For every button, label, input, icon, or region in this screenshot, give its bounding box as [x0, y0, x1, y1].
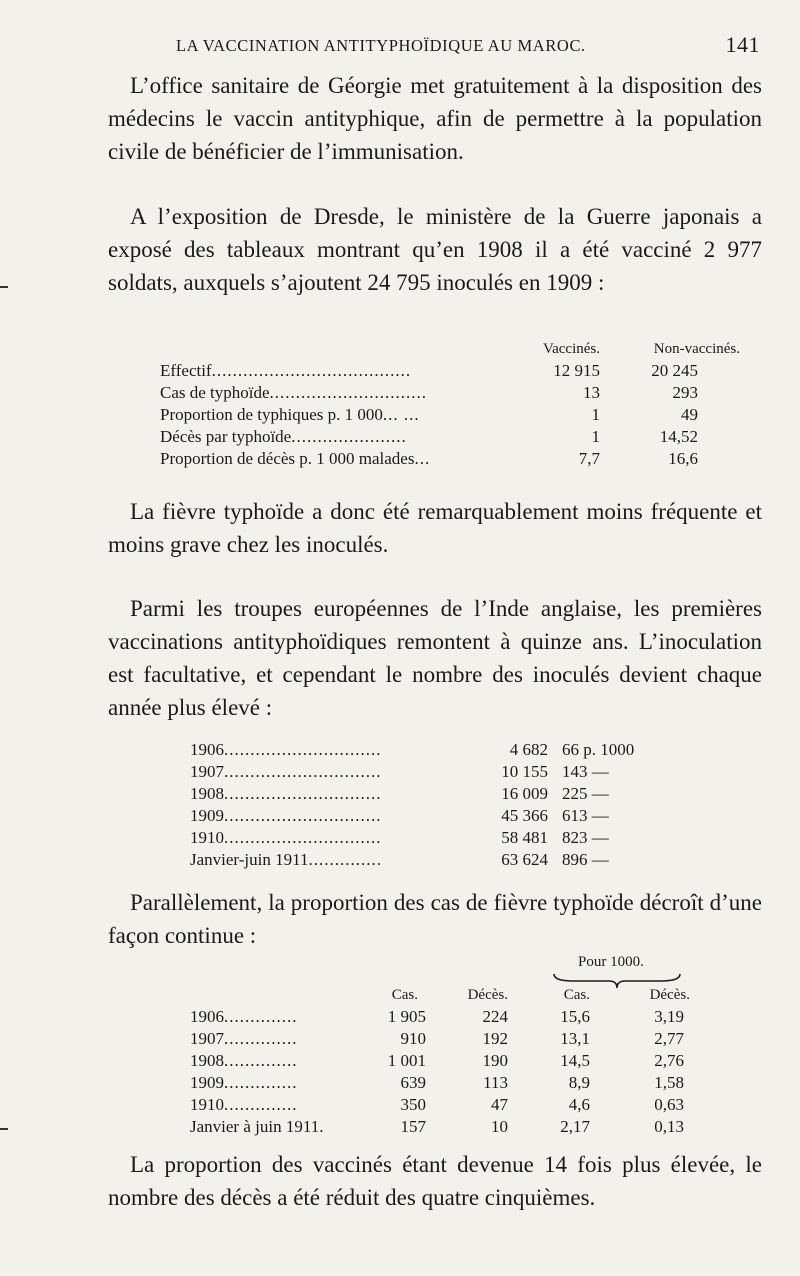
table-row — [190, 1116, 710, 1138]
row-label: 1909 — [190, 1073, 224, 1092]
row-label: 1907 — [190, 1029, 224, 1048]
cell-rate: 66 p. 1000 — [562, 740, 635, 759]
table-japanese-army — [160, 338, 740, 470]
cell-cas: 910 — [400, 1029, 426, 1048]
leader-dots: .............. — [224, 1073, 298, 1092]
row-label: Proportion de décès p. 1 000 malades — [160, 449, 415, 468]
leader-dots: .............. — [224, 1051, 298, 1070]
cell-rate: 823 — — [562, 828, 609, 847]
cell-cas: 157 — [400, 1117, 426, 1136]
cell-vaccines: 7,7 — [578, 449, 600, 468]
row-label: 1907 — [190, 762, 224, 781]
leader-dots: ... ... — [382, 405, 420, 424]
cell-cas-1000: 2,17 — [560, 1117, 590, 1136]
cell-cas-1000: 13,1 — [560, 1029, 590, 1048]
paragraph-parallelement: Parallèlement, la proportion des cas de fièvre typhoïde décroît d’une façon continue : — [108, 890, 762, 948]
page-number: 141 — [725, 32, 760, 57]
table-row — [190, 1050, 710, 1072]
table-row — [190, 1006, 710, 1028]
cell-cas-1000: 8,9 — [568, 1073, 590, 1092]
cell-count: 45 366 — [501, 806, 548, 825]
paragraph-fievre: La fièvre typhoïde a donc été remarquablement moins fréquente et moins grave chez les inoculés. — [108, 499, 762, 557]
table-row — [190, 1094, 710, 1116]
table-row — [160, 382, 740, 404]
cell-deces-1000: 2,76 — [654, 1051, 684, 1070]
cell-deces: 47 — [491, 1095, 508, 1114]
leader-dots: .............................. — [224, 762, 382, 781]
table-row — [190, 827, 680, 849]
table-row — [190, 1028, 710, 1050]
cell-deces: 224 — [482, 1007, 508, 1026]
cell-vaccines: 13 — [583, 383, 600, 402]
cell-count: 10 155 — [501, 762, 548, 781]
table-row — [160, 448, 740, 470]
leader-dots: .............................. — [224, 784, 382, 803]
col-header-vaccines: Vaccinés. — [542, 341, 600, 357]
cell-rate: 225 — — [562, 784, 609, 803]
margin-mark — [0, 286, 8, 288]
row-label: Cas de typhoïde — [160, 383, 270, 402]
cell-deces-1000: 0,13 — [654, 1117, 684, 1136]
cell-non-vaccines: 16,6 — [668, 449, 698, 468]
table-row — [190, 739, 680, 761]
col-header-non-vaccines: Non-vaccinés. — [653, 341, 740, 357]
cell-vaccines: 1 — [591, 405, 600, 424]
table-cases-deaths — [190, 984, 710, 1138]
leader-dots: .............................. — [269, 383, 428, 402]
cell-rate: 143 — — [562, 762, 609, 781]
row-label: Effectif — [160, 361, 212, 380]
leader-dots: .............. — [308, 850, 382, 869]
cell-count: 16 009 — [501, 784, 548, 803]
paragraph-conclusion: La proportion des vaccinés étant devenue 14 fois plus élevée, le nombre des décès a été réduit des quatre cinquièmes. — [108, 1152, 762, 1210]
col-header-cas: Cas. — [391, 987, 418, 1003]
leader-dots: .............................. — [224, 740, 382, 759]
row-label: Janvier-juin 1911 — [190, 850, 309, 869]
cell-non-vaccines: 49 — [681, 405, 698, 424]
leader-dots: .............. — [224, 1029, 298, 1048]
leader-dots: .............. — [224, 1007, 298, 1026]
cell-cas: 1 001 — [387, 1051, 426, 1070]
row-label: 1908 — [190, 784, 224, 803]
table-row — [190, 1072, 710, 1094]
leader-dots: .............................. — [224, 806, 382, 825]
leader-dots: .............................. — [224, 828, 382, 847]
cell-cas-1000: 14,5 — [560, 1051, 590, 1070]
cell-cas-1000: 4,6 — [568, 1095, 590, 1114]
cell-vaccines: 12 915 — [553, 361, 600, 380]
cell-count: 63 624 — [501, 850, 548, 869]
table-row — [190, 849, 680, 871]
cell-deces: 192 — [482, 1029, 508, 1048]
cell-deces: 190 — [482, 1051, 508, 1070]
cell-count: 58 481 — [501, 828, 548, 847]
leader-dots: ...................................... — [211, 361, 412, 380]
table-india-inoculations — [190, 739, 680, 871]
col-header-cas-1000: Cas. — [563, 987, 590, 1003]
row-label: Décès par typhoïde — [160, 427, 292, 446]
leader-dots: .............. — [224, 1095, 298, 1114]
row-label: 1906 — [190, 1007, 224, 1026]
row-label: 1909 — [190, 806, 224, 825]
table-row — [160, 404, 740, 426]
cell-non-vaccines: 20 245 — [651, 361, 698, 380]
table-row — [190, 805, 680, 827]
table-row — [190, 761, 680, 783]
cell-deces-1000: 2,77 — [654, 1029, 684, 1048]
cell-deces: 113 — [483, 1073, 508, 1092]
row-label: 1908 — [190, 1051, 224, 1070]
cell-cas: 1 905 — [387, 1007, 426, 1026]
col-header-deces-1000: Décès. — [649, 987, 690, 1003]
cell-non-vaccines: 14,52 — [659, 427, 698, 446]
cell-deces-1000: 3,19 — [654, 1007, 684, 1026]
cell-cas: 639 — [400, 1073, 426, 1092]
paragraph-dresde: A l’exposition de Dresde, le ministère de la Guerre japonais a exposé des tableaux montrant qu’en 1908 il a été vacciné 2 977 soldats, auxquels s’ajoutent 24 795 inoculés en 1909 : — [108, 204, 762, 295]
row-label: 1910 — [190, 1095, 224, 1114]
cell-rate: 896 — — [562, 850, 609, 869]
cell-deces: 10 — [491, 1117, 508, 1136]
margin-mark — [0, 1128, 8, 1130]
group-header-pour-1000: Pour 1000. — [578, 954, 644, 970]
cell-non-vaccines: 293 — [672, 383, 698, 402]
cell-rate: 613 — — [562, 806, 609, 825]
cell-vaccines: 1 — [591, 427, 600, 446]
row-label: 1906 — [190, 740, 224, 759]
paragraph-inde: Parmi les troupes européennes de l’Inde anglaise, les premières vaccinations antityphoïdiques remontent à quinze ans. L’inoculation est facultative, et cependant le nombre des inoculés devient chaque année plus élevé : — [108, 596, 762, 720]
table-row — [160, 426, 740, 448]
leader-dots: ...................... — [291, 427, 407, 446]
running-title: LA VACCINATION ANTITYPHOÏDIQUE AU MAROC. — [176, 36, 586, 55]
row-label: Proportion de typhiques p. 1 000 — [160, 405, 383, 424]
table-header-row — [160, 338, 740, 360]
leader-dots: ... — [414, 449, 431, 468]
row-label: Janvier à juin 1911. — [190, 1117, 324, 1136]
cell-cas-1000: 15,6 — [560, 1007, 590, 1026]
row-label: 1910 — [190, 828, 224, 847]
table-row — [160, 360, 740, 382]
cell-count: 4 682 — [509, 740, 548, 759]
cell-cas: 350 — [400, 1095, 426, 1114]
cell-deces-1000: 0,63 — [654, 1095, 684, 1114]
table-header-row — [190, 984, 710, 1006]
paragraph-georgie: L’office sanitaire de Géorgie met gratuitement à la disposition des médecins le vaccin antityphique, afin de permettre à la population civile de bénéficier de l’immunisation. — [108, 73, 762, 164]
table-row — [190, 783, 680, 805]
col-header-deces: Décès. — [467, 987, 508, 1003]
cell-deces-1000: 1,58 — [654, 1073, 684, 1092]
